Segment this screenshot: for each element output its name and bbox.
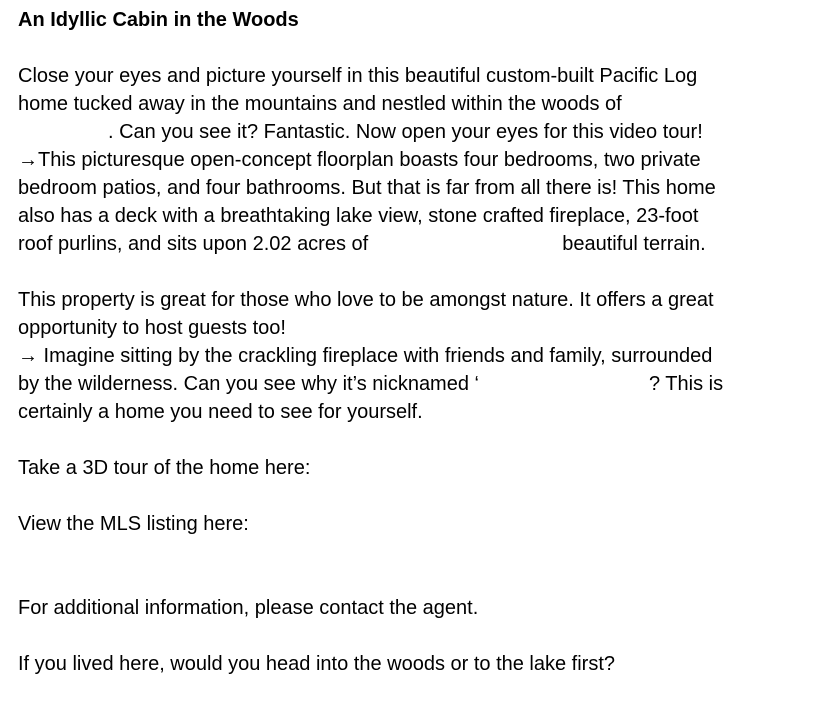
intro-line-6: also has a deck with a breathtaking lake view, stone crafted fireplace, 23-foot [18, 205, 699, 227]
intro-line-3-text: . Can you see it? Fantastic. Now open your eyes for this video tour! [108, 121, 703, 143]
nature-line-1: This property is great for those who love to be amongst nature. It offers a great [18, 289, 714, 311]
blank-line [18, 566, 802, 594]
intro-line-1: Close your eyes and picture yourself in this beautiful custom-built Pacific Log [18, 65, 698, 87]
document-title: An Idyllic Cabin in the Woods [18, 9, 299, 31]
intro-line-3 [18, 118, 802, 146]
intro-line-4: →This picturesque open-concept floorplan boasts four bedrooms, two private [18, 149, 701, 171]
intro-line-5: bedroom patios, and four bathrooms. But that is far from all there is! This home [18, 177, 716, 199]
nature-line-5: certainly a home you need to see for yourself. [18, 401, 423, 423]
blank-line [18, 34, 802, 62]
blank-line [18, 258, 802, 286]
mls-line: View the MLS listing here: [18, 513, 249, 535]
closing-line: If you lived here, would you head into the woods or to the lake first? [18, 653, 616, 675]
redacted-blank-nickname [479, 389, 649, 390]
nature-line-4-text-after: ? This is [648, 373, 724, 395]
contact-line: For additional information, please contact the agent. [18, 597, 479, 619]
tour-line: Take a 3D tour of the home here: [18, 457, 311, 479]
nature-line-3: → Imagine sitting by the crackling fireplace with friends and family, surrounded [18, 345, 713, 367]
nature-line-2: opportunity to host guests too! [18, 317, 286, 339]
intro-line-7 [18, 230, 802, 258]
blank-line [18, 538, 802, 566]
intro-line-2: home tucked away in the mountains and nestled within the woods of [18, 93, 622, 115]
nature-line-4 [18, 370, 802, 398]
intro-line-7-text-before: roof purlins, and sits upon 2.02 acres of [18, 233, 369, 255]
intro-line-7-text-after: beautiful terrain. [562, 233, 706, 255]
redacted-blank-location [18, 137, 108, 138]
nature-line-4-text-before: by the wilderness. Can you see why it’s nicknamed ‘ [18, 373, 479, 395]
redacted-blank-terrain [368, 249, 562, 250]
blank-line [18, 482, 802, 510]
blank-line [18, 426, 802, 454]
blank-line [18, 622, 802, 650]
